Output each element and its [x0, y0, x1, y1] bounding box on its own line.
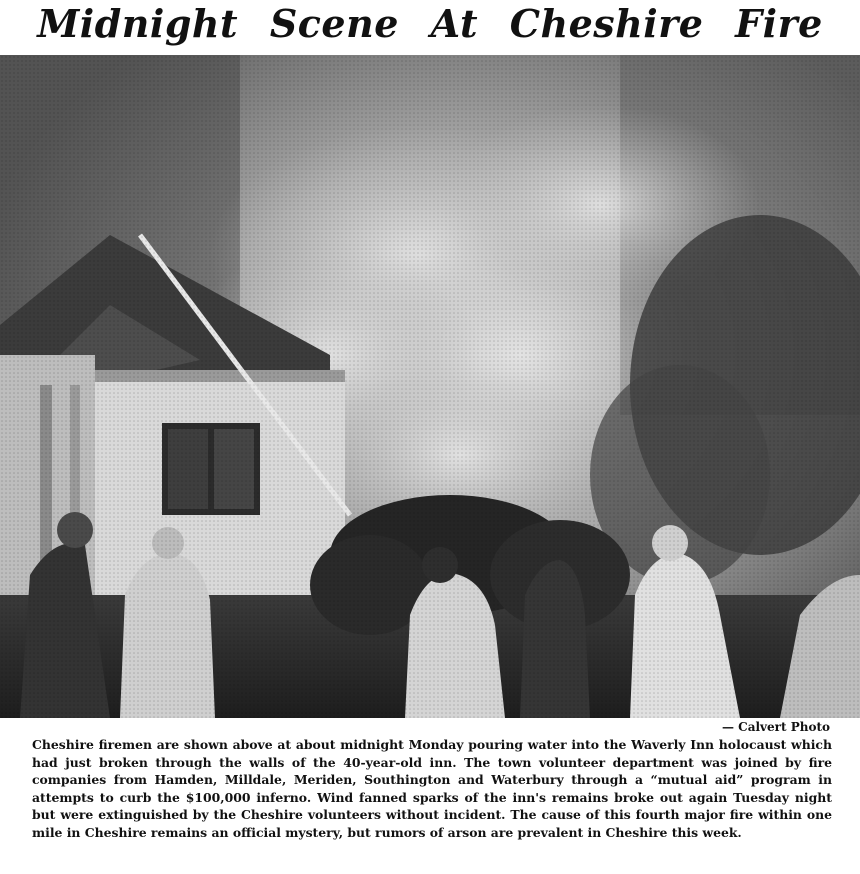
photo-credit: — Calvert Photo [721, 720, 830, 734]
news-photo [0, 55, 860, 718]
headline: Midnight Scene At Cheshire Fire [37, 1, 823, 46]
photo-caption: Cheshire firemen are shown above at about midnight Monday pouring water into the Waverly Inn holocaust which had just broken through the walls of the 40-year-old inn. The town volunteer department was joined by fire companies from Hamden, Milldale, Meriden, Southington and Waterbury through a “mutual aid” program in attempts to curb the $100,000 inferno. Wind fanned sparks of the inn's remains broke out again Tuesday night but were extinguished by the Cheshire volunteers without incident. The cause of this fourth major fire within one mile in Cheshire remains an official mystery, but rumors of arson are prevalent in Cheshire this week. [32, 737, 832, 840]
